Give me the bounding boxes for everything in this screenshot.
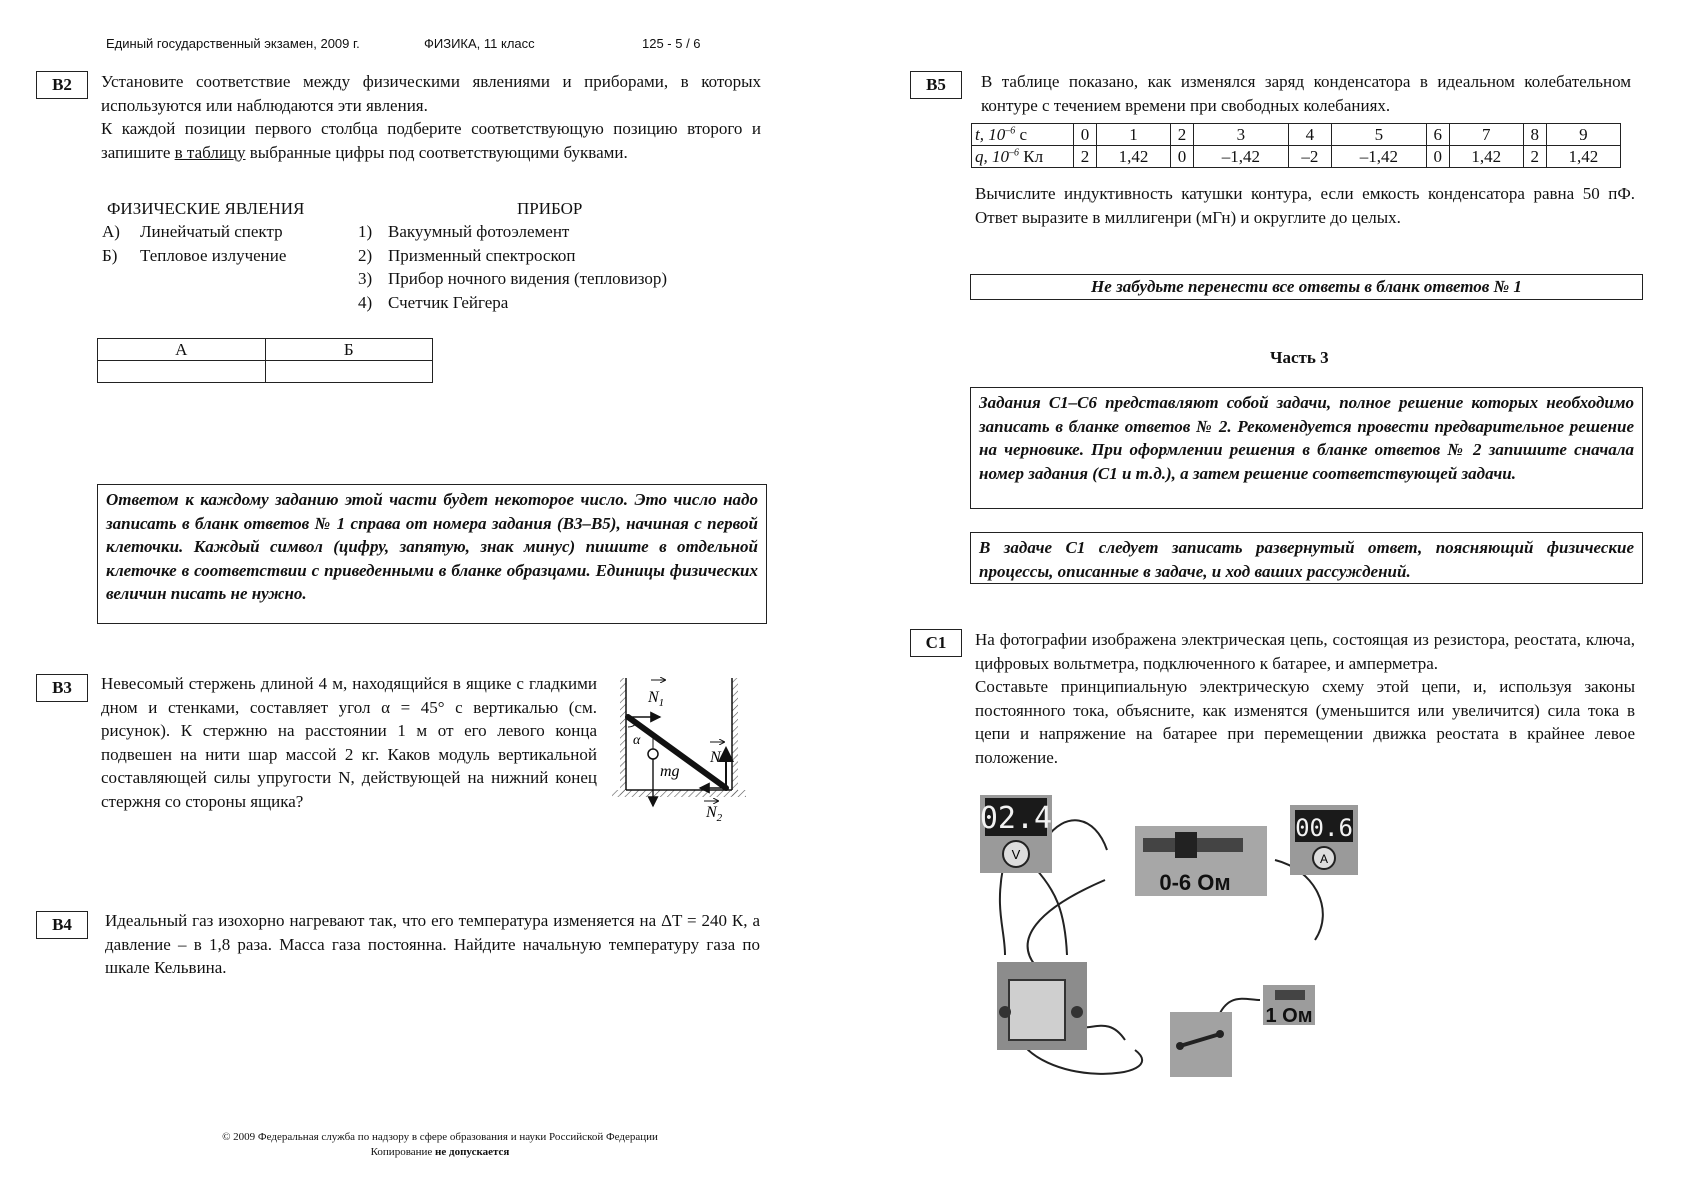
c1-text — [975, 628, 1635, 769]
resistor-label: 1 Ом — [1265, 1005, 1313, 1027]
b2-paragraph-1: Установите соответствие между физическими явлениями и приборами, в которых используются или наблюдаются эти явления. — [101, 72, 761, 115]
c1-paragraph-1: На фотографии изображена электрическая цепь, состоящая из резистора, реостата, ключа, цифровых вольтметра, подключенного к батарее, и амперметра. — [975, 630, 1635, 673]
n1-label: $N_1$ — [648, 689, 665, 709]
page-number: 125 - 5 / 6 — [642, 36, 701, 51]
list-item: 4) Счетчик Гейгера — [358, 292, 509, 312]
list-item: Б) Тепловое излучение — [102, 245, 287, 265]
b2-devices-list — [358, 222, 667, 316]
table-row — [972, 146, 1621, 168]
table-cell: 2 — [1074, 146, 1097, 168]
b5-charge-table — [971, 123, 1621, 168]
voltmeter-symbol: V — [1011, 847, 1021, 862]
table-cell: 6 — [1426, 124, 1449, 146]
table-cell: 5 — [1332, 124, 1427, 146]
voltmeter — [980, 795, 1052, 873]
alpha-arc — [628, 724, 636, 727]
voltmeter-display: 02.4 — [979, 801, 1053, 836]
table-cell: 1 — [1096, 124, 1170, 146]
table-cell: 0 — [1171, 146, 1194, 168]
footer-copyright: © 2009 Федеральная служба по надзору в сфере образования и науки Российской Федерации — [222, 1131, 658, 1143]
subject-title: ФИЗИКА, 11 класс — [424, 36, 535, 51]
b3-rod-figure — [608, 672, 748, 824]
box-floor — [612, 790, 746, 797]
answer-header-a: А — [98, 339, 266, 361]
task-tag-c1: С1 — [910, 629, 962, 657]
circuit-photo — [975, 790, 1415, 1080]
answer-header-b: Б — [265, 339, 433, 361]
exam-title: Единый государственный экзамен, 2009 г. — [106, 36, 360, 51]
list-item: 1) Вакуумный фотоэлемент — [358, 222, 570, 241]
table-cell: 8 — [1523, 124, 1546, 146]
n2-label: $N_2$ — [706, 804, 723, 824]
c1-instructions: В задаче С1 следует записать развернутый ответ, поясняющий физические процессы, описанные в задаче, и ход ваших рассуждений. — [970, 532, 1643, 584]
table-cell: –1,42 — [1332, 146, 1427, 168]
battery — [997, 962, 1087, 1050]
list-item: 3) Прибор ночного видения (тепловизор) — [358, 269, 668, 288]
answer-cell-b[interactable] — [265, 361, 433, 383]
switch — [1170, 1012, 1232, 1077]
b2-paragraph-2: К каждой позиции первого столбца подберите соответствующую позицию второго и запишите в таблицу выбранные цифры под соответствующими буквами. — [101, 119, 761, 162]
rheostat — [1135, 826, 1267, 896]
table-cell: 2 — [1171, 124, 1194, 146]
b2-phenomena-list — [102, 222, 286, 269]
box-left-wall — [620, 678, 626, 796]
part3-instructions: Задания С1–С6 представляют собой задачи, полное решение которых необходимо записать в бланке ответов № 2. Рекомендуется провести предварительное решение на черновике. При оформлении решения в бланке ответов № 2 запишите сначала номер задания (С1 и т.д.), а затем решение соответствующей задачи. — [970, 387, 1643, 509]
n-label: N — [710, 749, 721, 766]
alpha-label: α — [633, 733, 641, 748]
table-cell: 3 — [1193, 124, 1288, 146]
b4-text: Идеальный газ изохорно нагревают так, что его температура изменяется на ΔT = 240 К, а давление – в 1,8 раза. Масса газа постоянна. Найдите начальную температуру газа по шкале Кельвина. — [105, 911, 760, 977]
b5-text: В таблице показано, как изменялся заряд конденсатора в идеальном колебательном контуре с течением времени при свободных колебаниях. — [981, 72, 1631, 115]
part3-title: Часть 3 — [1270, 348, 1329, 367]
table-cell: –2 — [1288, 146, 1331, 168]
resistor — [1263, 985, 1315, 1027]
b2-col2-title: ПРИБОР — [517, 199, 583, 218]
box-right-wall — [732, 678, 738, 796]
footer — [160, 1130, 720, 1160]
answer-sheet-reminder: Не забудьте перенести все ответы в бланк ответов № 1 — [970, 274, 1643, 300]
table-cell: 1,42 — [1096, 146, 1170, 168]
b2-col1-title: ФИЗИЧЕСКИЕ ЯВЛЕНИЯ — [107, 199, 305, 218]
b2-text — [101, 70, 761, 164]
part2-instructions: Ответом к каждому заданию этой части будет некоторое число. Это число надо записать в бланк ответов № 1 справа от номера задания (В3–В5), начиная с первой клеточки. Каждый символ (цифру, запятую, знак минус) пишите в отдельной клеточке в соответствии с приведенными в бланке образцами. Единицы физических величин писать не нужно. — [97, 484, 767, 624]
table-cell: 2 — [1523, 146, 1546, 168]
rheostat-label: 0-6 Ом — [1159, 870, 1231, 895]
answer-cell-a[interactable] — [98, 361, 266, 383]
b5-question: Вычислите индуктивность катушки контура, если емкость конденсатора равна 50 пФ. Ответ выразите в миллигенри (мГн) и округлите до целых. — [975, 184, 1635, 227]
table-cell: 9 — [1546, 124, 1620, 146]
task-tag-b2: В2 — [36, 71, 88, 99]
row-header-q: q, $10^{-6}$ Кл — [972, 146, 1074, 168]
b3-text: Невесомый стержень длиной 4 м, находящийся в ящике с гладкими дном и стенками, составляет угол α = 45° с вертикалью (см. рисунок). К стержню на расстоянии 1 м от его левого конца подвешен на нити шар массой 2 кг. Каков модуль вертикальной составляющей силы упругости N, действующей на нижний конец стержня со стороны ящика? — [101, 674, 597, 811]
ammeter — [1290, 805, 1358, 875]
table-cell: 0 — [1074, 124, 1097, 146]
table-cell: 0 — [1426, 146, 1449, 168]
footer-copy-notice: Копирование не допускается — [370, 1146, 510, 1158]
c1-paragraph-2: Составьте принципиальную электрическую схему этой цепи, и, используя законы постоянного тока, объясните, как изменятся (уменьшится или увеличится) сила тока в цепи и напряжение на батарее при перемещении движка реостата в крайнее левое положение. — [975, 677, 1635, 767]
ball — [648, 749, 658, 759]
table-cell: 1,42 — [1449, 146, 1523, 168]
mg-label: mg — [660, 763, 680, 780]
ammeter-display: 00.6 — [1295, 814, 1353, 842]
task-tag-b4: В4 — [36, 911, 88, 939]
list-item: 2) Призменный спектроскоп — [358, 245, 576, 265]
list-item: А) Линейчатый спектр — [102, 222, 283, 241]
table-cell: 1,42 — [1546, 146, 1620, 168]
b2-table-link: в таблицу — [174, 142, 246, 162]
b2-answer-table — [97, 338, 433, 383]
table-cell: 4 — [1288, 124, 1331, 146]
ammeter-symbol: A — [1319, 852, 1329, 866]
task-tag-b5: В5 — [910, 71, 962, 99]
task-tag-b3: В3 — [36, 674, 88, 702]
table-cell: –1,42 — [1193, 146, 1288, 168]
table-row — [972, 124, 1621, 146]
table-cell: 7 — [1449, 124, 1523, 146]
row-header-t: t, $10^{-6}$ с — [972, 124, 1074, 146]
